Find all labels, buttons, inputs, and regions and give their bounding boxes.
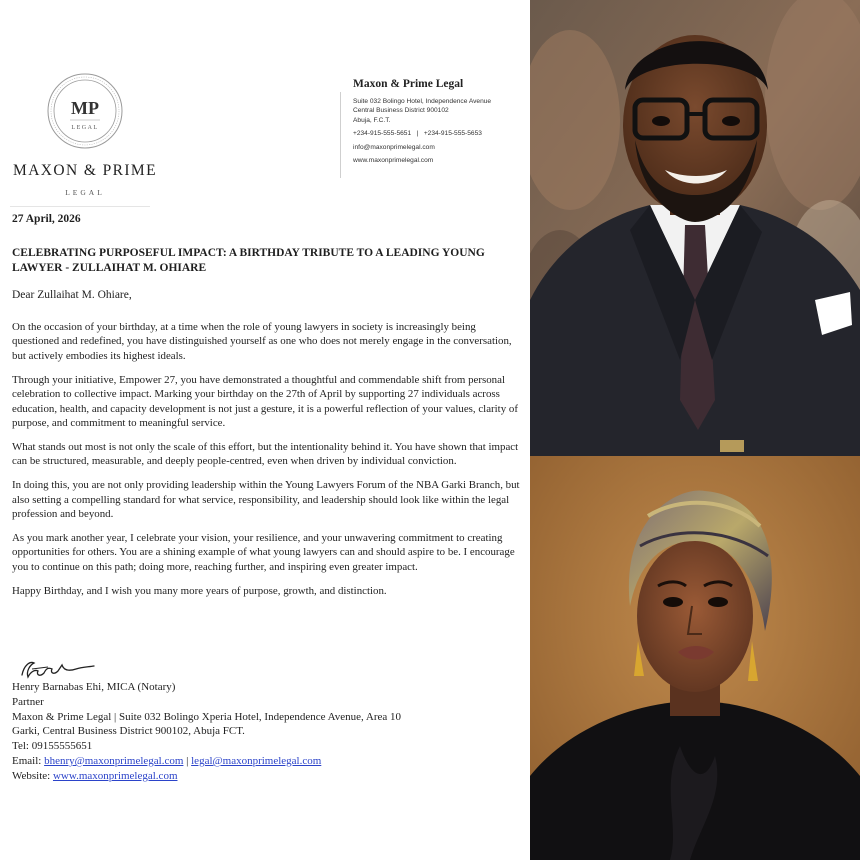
letter-body — [12, 320, 524, 608]
email-link-legal[interactable]: legal@maxonprimelegal.com — [191, 754, 322, 767]
portrait-photo-man — [530, 0, 860, 456]
firm-logo — [10, 72, 160, 197]
signatory-email-line — [12, 754, 401, 769]
signatory-tel: Tel: 09155555651 — [12, 740, 93, 753]
contact-email: info@maxonprimelegal.com — [353, 143, 435, 151]
portrait-woman-illustration — [530, 456, 860, 860]
email-label: Email: — [12, 754, 45, 767]
contact-website: www.maxonprimelegal.com — [353, 157, 434, 165]
contact-address-2: Central Business District 900102 — [353, 107, 449, 115]
website-link[interactable]: www.maxonprimelegal.com — [52, 769, 178, 782]
letterhead-contact — [353, 78, 528, 165]
signatory-title: Partner — [12, 695, 44, 708]
header-divider — [340, 92, 341, 178]
body-paragraph: What stands out most is not only the scale of this effort, but the intentionality behind it. You have shown that impact can be structured, measurable, and deeply people-centred, even when driven by individual conviction. — [12, 440, 519, 468]
signatory-address-1: Maxon & Prime Legal | Suite 032 Bolingo Xperia Hotel, Independence Avenue, Area 10 — [12, 710, 402, 723]
body-paragraph: On the occasion of your birthday, at a time when the role of young lawyers in society is increasingly being questioned and redefined, you have distinguished yourself as one who does not merely engage in the conversation, but actively embodies its highest ideals. — [12, 321, 512, 362]
firm-name-sub: LEGAL — [65, 188, 105, 197]
firm-name: MAXON & PRIME — [13, 162, 157, 179]
contact-firm-name: Maxon & Prime Legal — [353, 78, 464, 90]
email-separator: | — [183, 754, 192, 767]
signatory-website-line — [12, 769, 401, 784]
website-label: Website: — [12, 769, 53, 782]
portrait-photo-woman — [530, 456, 860, 860]
portrait-man-illustration — [530, 0, 860, 456]
contact-phones: +234-915-555-5651 | +234-915-555-5653 — [353, 130, 482, 138]
email-link-bhenry[interactable]: bhenry@maxonprimelegal.com — [44, 754, 184, 767]
signatory-address-2: Garki, Central Business District 900102, Abuja FCT. — [12, 725, 245, 738]
body-paragraph: Happy Birthday, and I wish you many more years of purpose, growth, and distinction. — [12, 584, 387, 597]
svg-text:LEGAL: LEGAL — [71, 125, 99, 131]
signature-block — [12, 680, 401, 784]
signatory-name: Henry Barnabas Ehi, MICA (Notary) — [12, 681, 176, 693]
logo-divider — [10, 206, 150, 207]
body-paragraph: Through your initiative, Empower 27, you have demonstrated a thoughtful and commendable shift from personal celebration to collective impact. Marking your birthday on the 27th of April by supporting 27 individuals across education, health, and capacity development is not just a gesture, it is a powerful reflection of your values, clarity of purpose, and commitment to meaningful service. — [12, 373, 518, 429]
contact-address-1: Suite 032 Bolingo Hotel, Independence Avenue — [353, 98, 492, 105]
letter-subject: CELEBRATING PURPOSEFUL IMPACT: A BIRTHDAY TRIBUTE TO A LEADING YOUNG LAWYER - ZULLAIHAT M. OHIARE — [12, 247, 485, 274]
body-paragraph: As you mark another year, I celebrate your vision, your resilience, and your unwavering commitment to creating opportunities for others. You are a shining example of what young lawyers can and should aspire to be. I encourage you to continue on this path; doing more, reaching further, and inspiring even greater impact. — [12, 531, 515, 573]
firm-seal-logo — [46, 72, 124, 150]
body-paragraph: In doing this, you are not only providing leadership within the Young Lawyers Forum of the NBA Garki Branch, but also setting a compelling standard for what service, responsibility, and leadership should look like within the legal profession and beyond. — [12, 479, 520, 520]
contact-address-3: Abuja, F.C.T. — [353, 116, 391, 124]
letter-date: 27 April, 2026 — [12, 213, 81, 225]
svg-text:MP: MP — [71, 98, 99, 118]
letter-salutation: Dear Zullaihat M. Ohiare, — [12, 289, 132, 301]
